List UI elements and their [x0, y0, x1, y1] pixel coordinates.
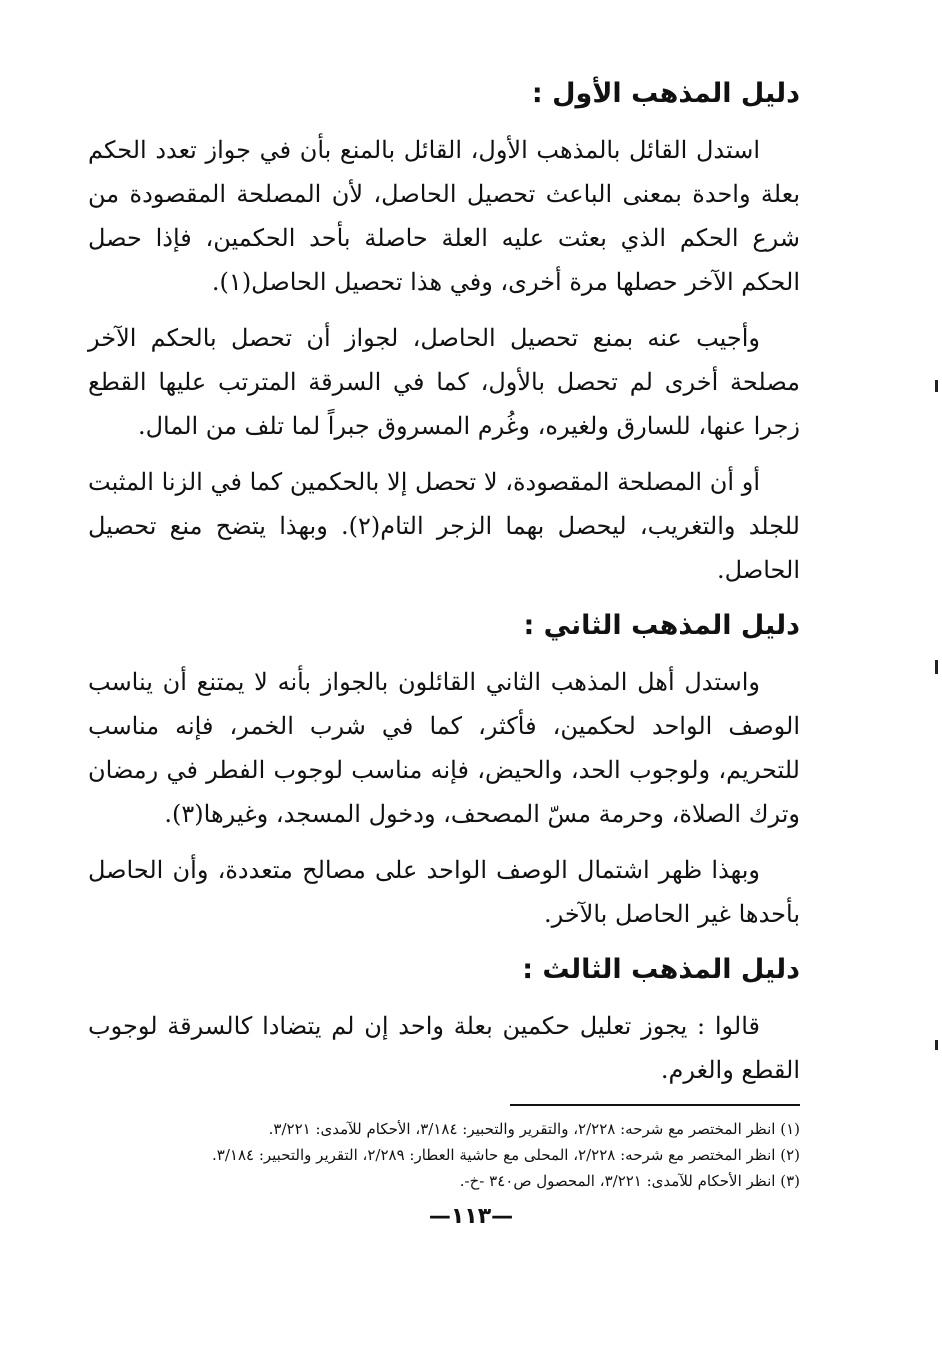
paragraph-5: وبهذا ظهر اشتمال الوصف الواحد على مصالح متعددة، وأن الحاصل بأحدها غير الحاصل بالآخر. [88, 856, 800, 928]
footnote-3: (٣) انظر الأحكام للآمدى: ٣/٢٢١، المحصول ص٣٤٠ -خ-. [459, 1172, 800, 1190]
footnote-2: (٢) انظر المختصر مع شرحه: ٢/٢٢٨، المحلى مع حاشية العطار: ٢/٢٨٩، التقرير والتحبير: ٣/١٨٤. [212, 1146, 800, 1164]
heading-second-school: دليل المذهب الثاني : [523, 610, 800, 641]
footnote-divider [510, 1104, 800, 1106]
footnote-1: (١) انظر المختصر مع شرحه: ٢/٢٢٨، والتقرير والتحبير: ٣/١٨٤، الأحكام للآمدى: ٣/٢٢١. [268, 1120, 800, 1138]
page-body [88, 72, 800, 1194]
scan-edge-mark [935, 660, 938, 674]
paragraph-4: واستدل أهل المذهب الثاني القائلون بالجواز بأنه لا يمتنع أن يناسب الوصف الواحد لحكمين، فأكثر، كما في شرب الخمر، فإنه مناسب للتحريم، ولوجوب الحد، والحيض، فإنه مناسب لوجوب الفطر في رمضان وترك الصلاة، وحرمة مسّ المصحف، ودخول المسجد، وغيرها(٣). [88, 668, 800, 828]
heading-first-school: دليل المذهب الأول : [531, 78, 800, 109]
page-number: —١١٣— [428, 1204, 514, 1229]
paragraph-3: أو أن المصلحة المقصودة، لا تحصل إلا بالحكمين كما في الزنا المثبت للجلد والتغريب، ليحصل بهما الزجر التام(٢). وبهذا يتضح منع تحصيل الحاصل. [88, 468, 800, 584]
heading-third-school: دليل المذهب الثالث : [522, 954, 800, 985]
paragraph-2: وأجيب عنه بمنع تحصيل الحاصل، لجواز أن تحصل بالحكم الآخر مصلحة أخرى لم تحصل بالأول، كما في السرقة المترتب عليها القطع زجرا عنها، للسارق ولغيره، وغُرم المسروق جبراً لما تلف من المال. [88, 324, 800, 440]
paragraph-1: استدل القائل بالمذهب الأول، القائل بالمنع بأن في جواز تعدد الحكم بعلة واحدة بمعنى الباعث تحصيل الحاصل، لأن المصلحة المقصودة من شرع الحكم الذي بعثت عليه العلة حاصلة بأحد الحكمين، فإذا حصل الحكم الآخر حصلها مرة أخرى، وفي هذا تحصيل الحاصل(١). [88, 136, 800, 296]
scan-edge-mark [935, 380, 938, 392]
scan-edge-mark [935, 1040, 938, 1050]
paragraph-6: قالوا : يجوز تعليل حكمين بعلة واحد إن لم يتضادا كالسرقة لوجوب القطع والغرم. [88, 1012, 800, 1084]
